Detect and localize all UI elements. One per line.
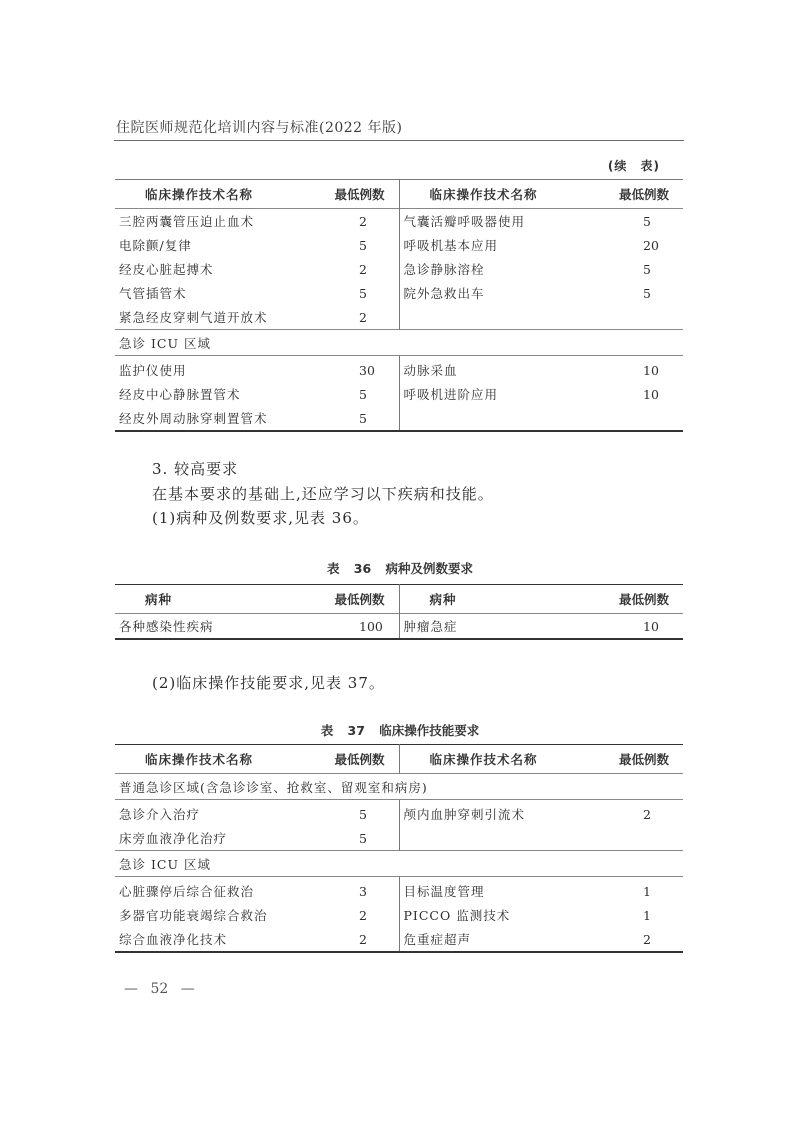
column-header-count: 最低例数 <box>334 187 385 202</box>
procedure-name: 经皮心脏起搏术 <box>119 262 214 277</box>
procedure-name: 多器官功能衰竭综合救治 <box>119 908 268 923</box>
procedure-name: 动脉采血 <box>399 356 603 383</box>
min-count: 20 <box>643 237 659 253</box>
column-header-count: 最低例数 <box>618 752 669 767</box>
procedure-name: 心脏骤停后综合征救治 <box>119 884 255 899</box>
min-count: 100 <box>359 618 383 634</box>
procedure-name: 三腔两囊管压迫止血术 <box>119 214 255 229</box>
column-header-name: 临床操作技术名称 <box>399 180 603 209</box>
min-count: 10 <box>643 362 659 378</box>
column-header-name: 临床操作技术名称 <box>145 187 254 202</box>
min-count: 2 <box>359 261 367 277</box>
table-row <box>115 209 683 234</box>
table-header-row <box>115 745 683 774</box>
column-header-count: 最低例数 <box>618 187 669 202</box>
procedure-name: 急诊介入治疗 <box>119 807 201 822</box>
min-count: 2 <box>359 931 367 947</box>
table-row <box>115 281 683 305</box>
table-row <box>115 406 683 431</box>
procedure-name: 经皮中心静脉置管术 <box>119 387 241 402</box>
table-36-title: 表 36 病种及例数要求 <box>326 561 474 576</box>
table-37 <box>115 744 683 953</box>
table-row <box>115 800 683 827</box>
column-header-name: 临床操作技术名称 <box>145 752 254 767</box>
column-header-name: 临床操作技术名称 <box>399 745 603 774</box>
min-count: 5 <box>359 285 367 301</box>
section-row <box>115 774 683 800</box>
continued-table <box>115 179 683 432</box>
min-count: 5 <box>359 386 367 402</box>
procedure-name: PICCO 监测技术 <box>399 903 603 927</box>
procedure-name: 电除颤/复律 <box>119 238 192 253</box>
column-header-count: 最低例数 <box>618 592 669 607</box>
min-count: 5 <box>643 261 651 277</box>
table-37-title: 表 37 临床操作技能要求 <box>320 723 480 738</box>
min-count <box>603 305 683 330</box>
column-header-count: 最低例数 <box>334 592 385 607</box>
procedure-name: 目标温度管理 <box>399 877 603 904</box>
min-count: 30 <box>359 362 375 378</box>
procedure-name: 气囊活瓣呼吸器使用 <box>399 209 603 234</box>
table-row <box>115 877 683 904</box>
table-row <box>115 257 683 281</box>
procedure-name <box>399 406 603 431</box>
procedure-name: 床旁血液净化治疗 <box>119 831 228 846</box>
procedure-name: 颅内血肿穿刺引流术 <box>399 800 603 827</box>
min-count <box>603 406 683 431</box>
procedure-name <box>399 826 603 851</box>
min-count: 2 <box>359 213 367 229</box>
section-title: 普通急诊区域(含急诊诊室、抢救室、留观室和病房) <box>115 774 683 800</box>
section-row <box>115 851 683 877</box>
min-count: 5 <box>643 285 651 301</box>
section-title: 急诊 ICU 区域 <box>115 330 683 356</box>
section-row <box>115 330 683 356</box>
section-heading: 3. 较高要求 <box>152 460 239 478</box>
min-count: 5 <box>643 213 651 229</box>
section-title: 急诊 ICU 区域 <box>115 851 683 877</box>
continued-label: (续 表) <box>607 159 660 173</box>
table-row <box>115 382 683 406</box>
procedure-name: 综合血液净化技术 <box>119 932 228 947</box>
min-count: 2 <box>643 931 651 947</box>
procedure-name: 呼吸机进阶应用 <box>399 382 603 406</box>
min-count: 2 <box>643 806 651 822</box>
paragraph: (1)病种及例数要求,见表 36。 <box>152 509 369 527</box>
min-count: 1 <box>643 907 651 923</box>
column-header-disease: 病种 <box>145 592 173 607</box>
min-count: 10 <box>643 618 659 634</box>
disease-name: 肿瘤急症 <box>399 614 603 640</box>
procedure-name <box>399 305 603 330</box>
table-header-row <box>115 585 683 614</box>
disease-name: 各种感染性疾病 <box>119 619 214 634</box>
min-count: 5 <box>359 410 367 426</box>
running-head: 住院医师规范化培训内容与标准(2022 年版) <box>116 120 403 136</box>
procedure-name: 监护仪使用 <box>119 363 187 378</box>
paragraph: 在基本要求的基础上,还应学习以下疾病和技能。 <box>152 485 494 503</box>
table-row <box>115 305 683 330</box>
table-row <box>115 903 683 927</box>
paragraph: (2)临床操作技能要求,见表 37。 <box>152 674 385 692</box>
procedure-name: 危重症超声 <box>399 927 603 952</box>
min-count: 2 <box>359 907 367 923</box>
procedure-name: 呼吸机基本应用 <box>399 233 603 257</box>
column-header-disease: 病种 <box>399 585 603 614</box>
procedure-name: 急诊静脉溶栓 <box>399 257 603 281</box>
table-36 <box>115 584 683 640</box>
min-count: 5 <box>359 237 367 253</box>
header-rule <box>114 140 684 141</box>
min-count: 5 <box>359 806 367 822</box>
min-count: 3 <box>359 883 367 899</box>
column-header-count: 最低例数 <box>334 752 385 767</box>
table-header-row <box>115 180 683 209</box>
min-count: 5 <box>359 830 367 846</box>
page-number: — 52 — <box>124 981 195 997</box>
table-row <box>115 826 683 851</box>
min-count: 10 <box>643 386 659 402</box>
min-count: 2 <box>359 309 367 325</box>
procedure-name: 气管插管术 <box>119 286 187 301</box>
table-row <box>115 614 683 640</box>
table-row <box>115 233 683 257</box>
procedure-name: 院外急救出车 <box>399 281 603 305</box>
min-count: 1 <box>643 883 651 899</box>
table-row <box>115 927 683 952</box>
procedure-name: 经皮外周动脉穿刺置管术 <box>119 411 268 426</box>
procedure-name: 紧急经皮穿刺气道开放术 <box>119 310 268 325</box>
min-count <box>603 826 683 851</box>
table-row <box>115 356 683 383</box>
